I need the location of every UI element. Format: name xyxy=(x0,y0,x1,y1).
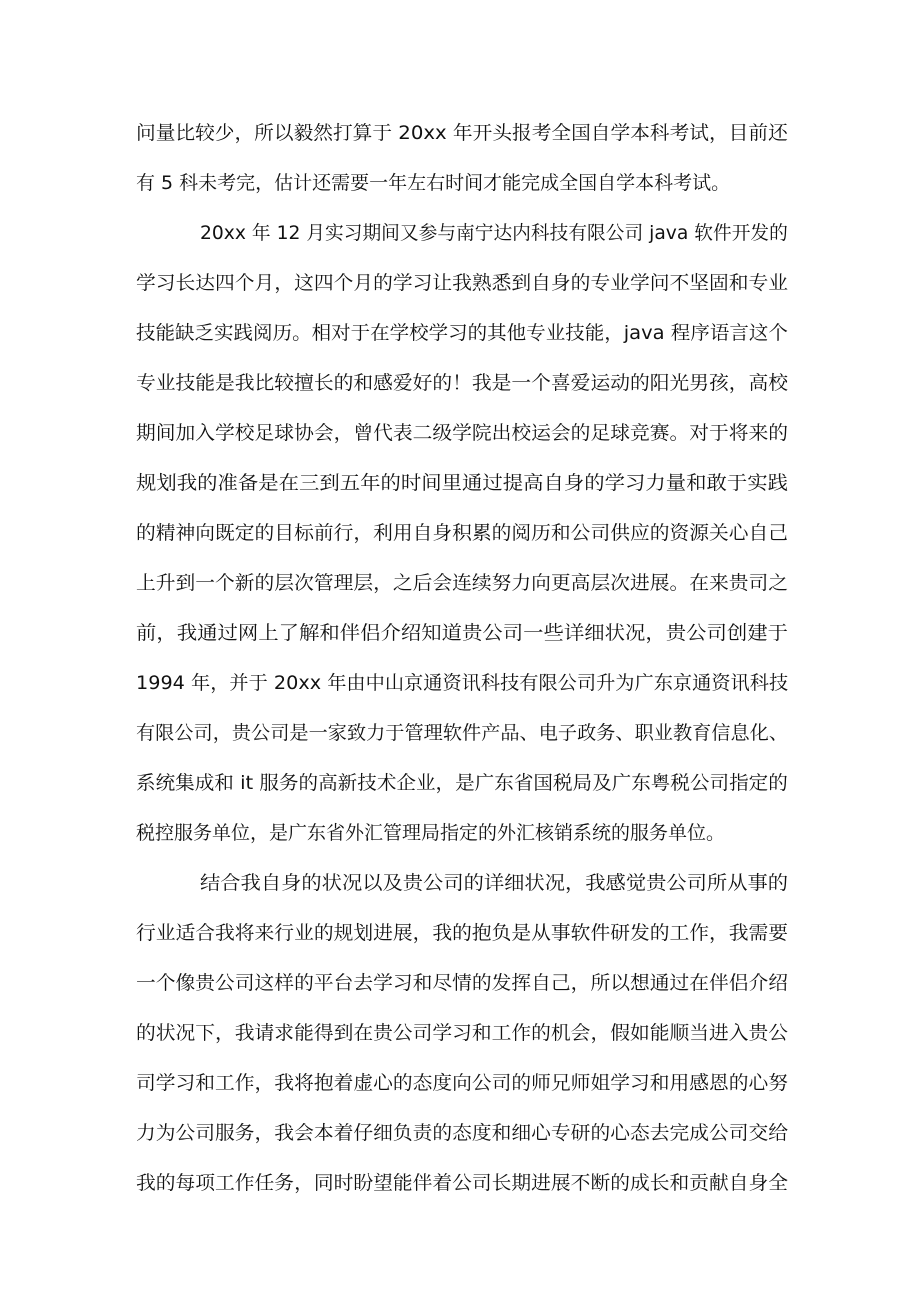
text-line xyxy=(0,309,920,357)
text-line xyxy=(0,759,920,807)
text-line-content: 司学习和工作，我将抱着虚心的态度向公司的师兄师姐学习和用感恩的心努 xyxy=(136,1072,789,1094)
text-line xyxy=(0,159,920,207)
text-line xyxy=(0,1109,920,1157)
text-line-content: 学习长达四个月，这四个月的学习让我熟悉到自身的专业学问不坚固和专业 xyxy=(136,272,789,294)
text-line xyxy=(0,1009,920,1057)
text-line xyxy=(0,509,920,557)
text-line-content: 专业技能是我比较擅长的和感爱好的！我是一个喜爱运动的阳光男孩，高校 xyxy=(136,372,789,394)
text-line-content: 上升到一个新的层次管理层，之后会连续努力向更高层次进展。在来贵司之 xyxy=(136,572,789,594)
text-line xyxy=(0,409,920,457)
text-line-content: 结合我自身的状况以及贵公司的详细状况，我感觉贵公司所从事的 xyxy=(200,872,789,894)
text-line-content: 20xx 年 12 月实习期间又参与南宁达内科技有限公司 java 软件开发的 xyxy=(200,222,788,244)
text-line xyxy=(0,609,920,657)
text-line-content: 的状况下，我请求能得到在贵公司学习和工作的机会，假如能顺当进入贵公 xyxy=(136,1022,789,1044)
text-line-content: 技能缺乏实践阅历。相对于在学校学习的其他专业技能，java 程序语言这个 xyxy=(136,322,788,344)
text-line-content: 1994 年，并于 20xx 年由中山京通资讯科技有限公司升为广东京通资讯科技 xyxy=(136,672,789,694)
text-line-content: 一个像贵公司这样的平台去学习和尽情的发挥自己，所以想通过在伴侣介绍 xyxy=(136,972,789,994)
text-line-content: 前，我通过网上了解和伴侣介绍知道贵公司一些详细状况，贵公司创建于 xyxy=(136,622,789,644)
text-line xyxy=(0,209,920,257)
text-line-content: 有 5 科未考完，估计还需要一年左右时间才能完成全国自学本科考试。 xyxy=(136,172,731,194)
text-line-content: 税控服务单位，是广东省外汇管理局指定的外汇核销系统的服务单位。 xyxy=(136,822,726,844)
text-line xyxy=(0,959,920,1007)
text-line xyxy=(0,1059,920,1107)
text-line xyxy=(0,1159,920,1207)
text-line xyxy=(0,109,920,157)
text-line xyxy=(0,709,920,757)
text-line-content: 有限公司，贵公司是一家致力于管理软件产品、电子政务、职业教育信息化、 xyxy=(136,722,789,744)
text-line-content: 问量比较少，所以毅然打算于 20xx 年开头报考全国自学本科考试，目前还 xyxy=(136,122,788,144)
text-line xyxy=(0,859,920,907)
text-line xyxy=(0,359,920,407)
text-line xyxy=(0,659,920,707)
text-line-content: 我的每项工作任务，同时盼望能伴着公司长期进展不断的成长和贡献自身全 xyxy=(136,1172,789,1194)
text-line xyxy=(0,559,920,607)
text-line xyxy=(0,459,920,507)
text-line-content: 规划我的准备是在三到五年的时间里通过提高自身的学习力量和敢于实践 xyxy=(136,472,789,494)
text-line xyxy=(0,259,920,307)
text-line-content: 系统集成和 it 服务的高新技术企业，是广东省国税局及广东粤税公司指定的 xyxy=(136,772,788,794)
text-line xyxy=(0,909,920,957)
text-line-content: 力为公司服务，我会本着仔细负责的态度和细心专研的心态去完成公司交给 xyxy=(136,1122,789,1144)
text-line-content: 的精神向既定的目标前行，利用自身积累的阅历和公司供应的资源关心自己 xyxy=(136,522,789,544)
text-line-content: 行业适合我将来行业的规划进展，我的抱负是从事软件研发的工作，我需要 xyxy=(136,922,789,944)
text-line xyxy=(0,809,920,857)
text-line-content: 期间加入学校足球协会，曾代表二级学院出校运会的足球竞赛。对于将来的 xyxy=(136,422,789,444)
